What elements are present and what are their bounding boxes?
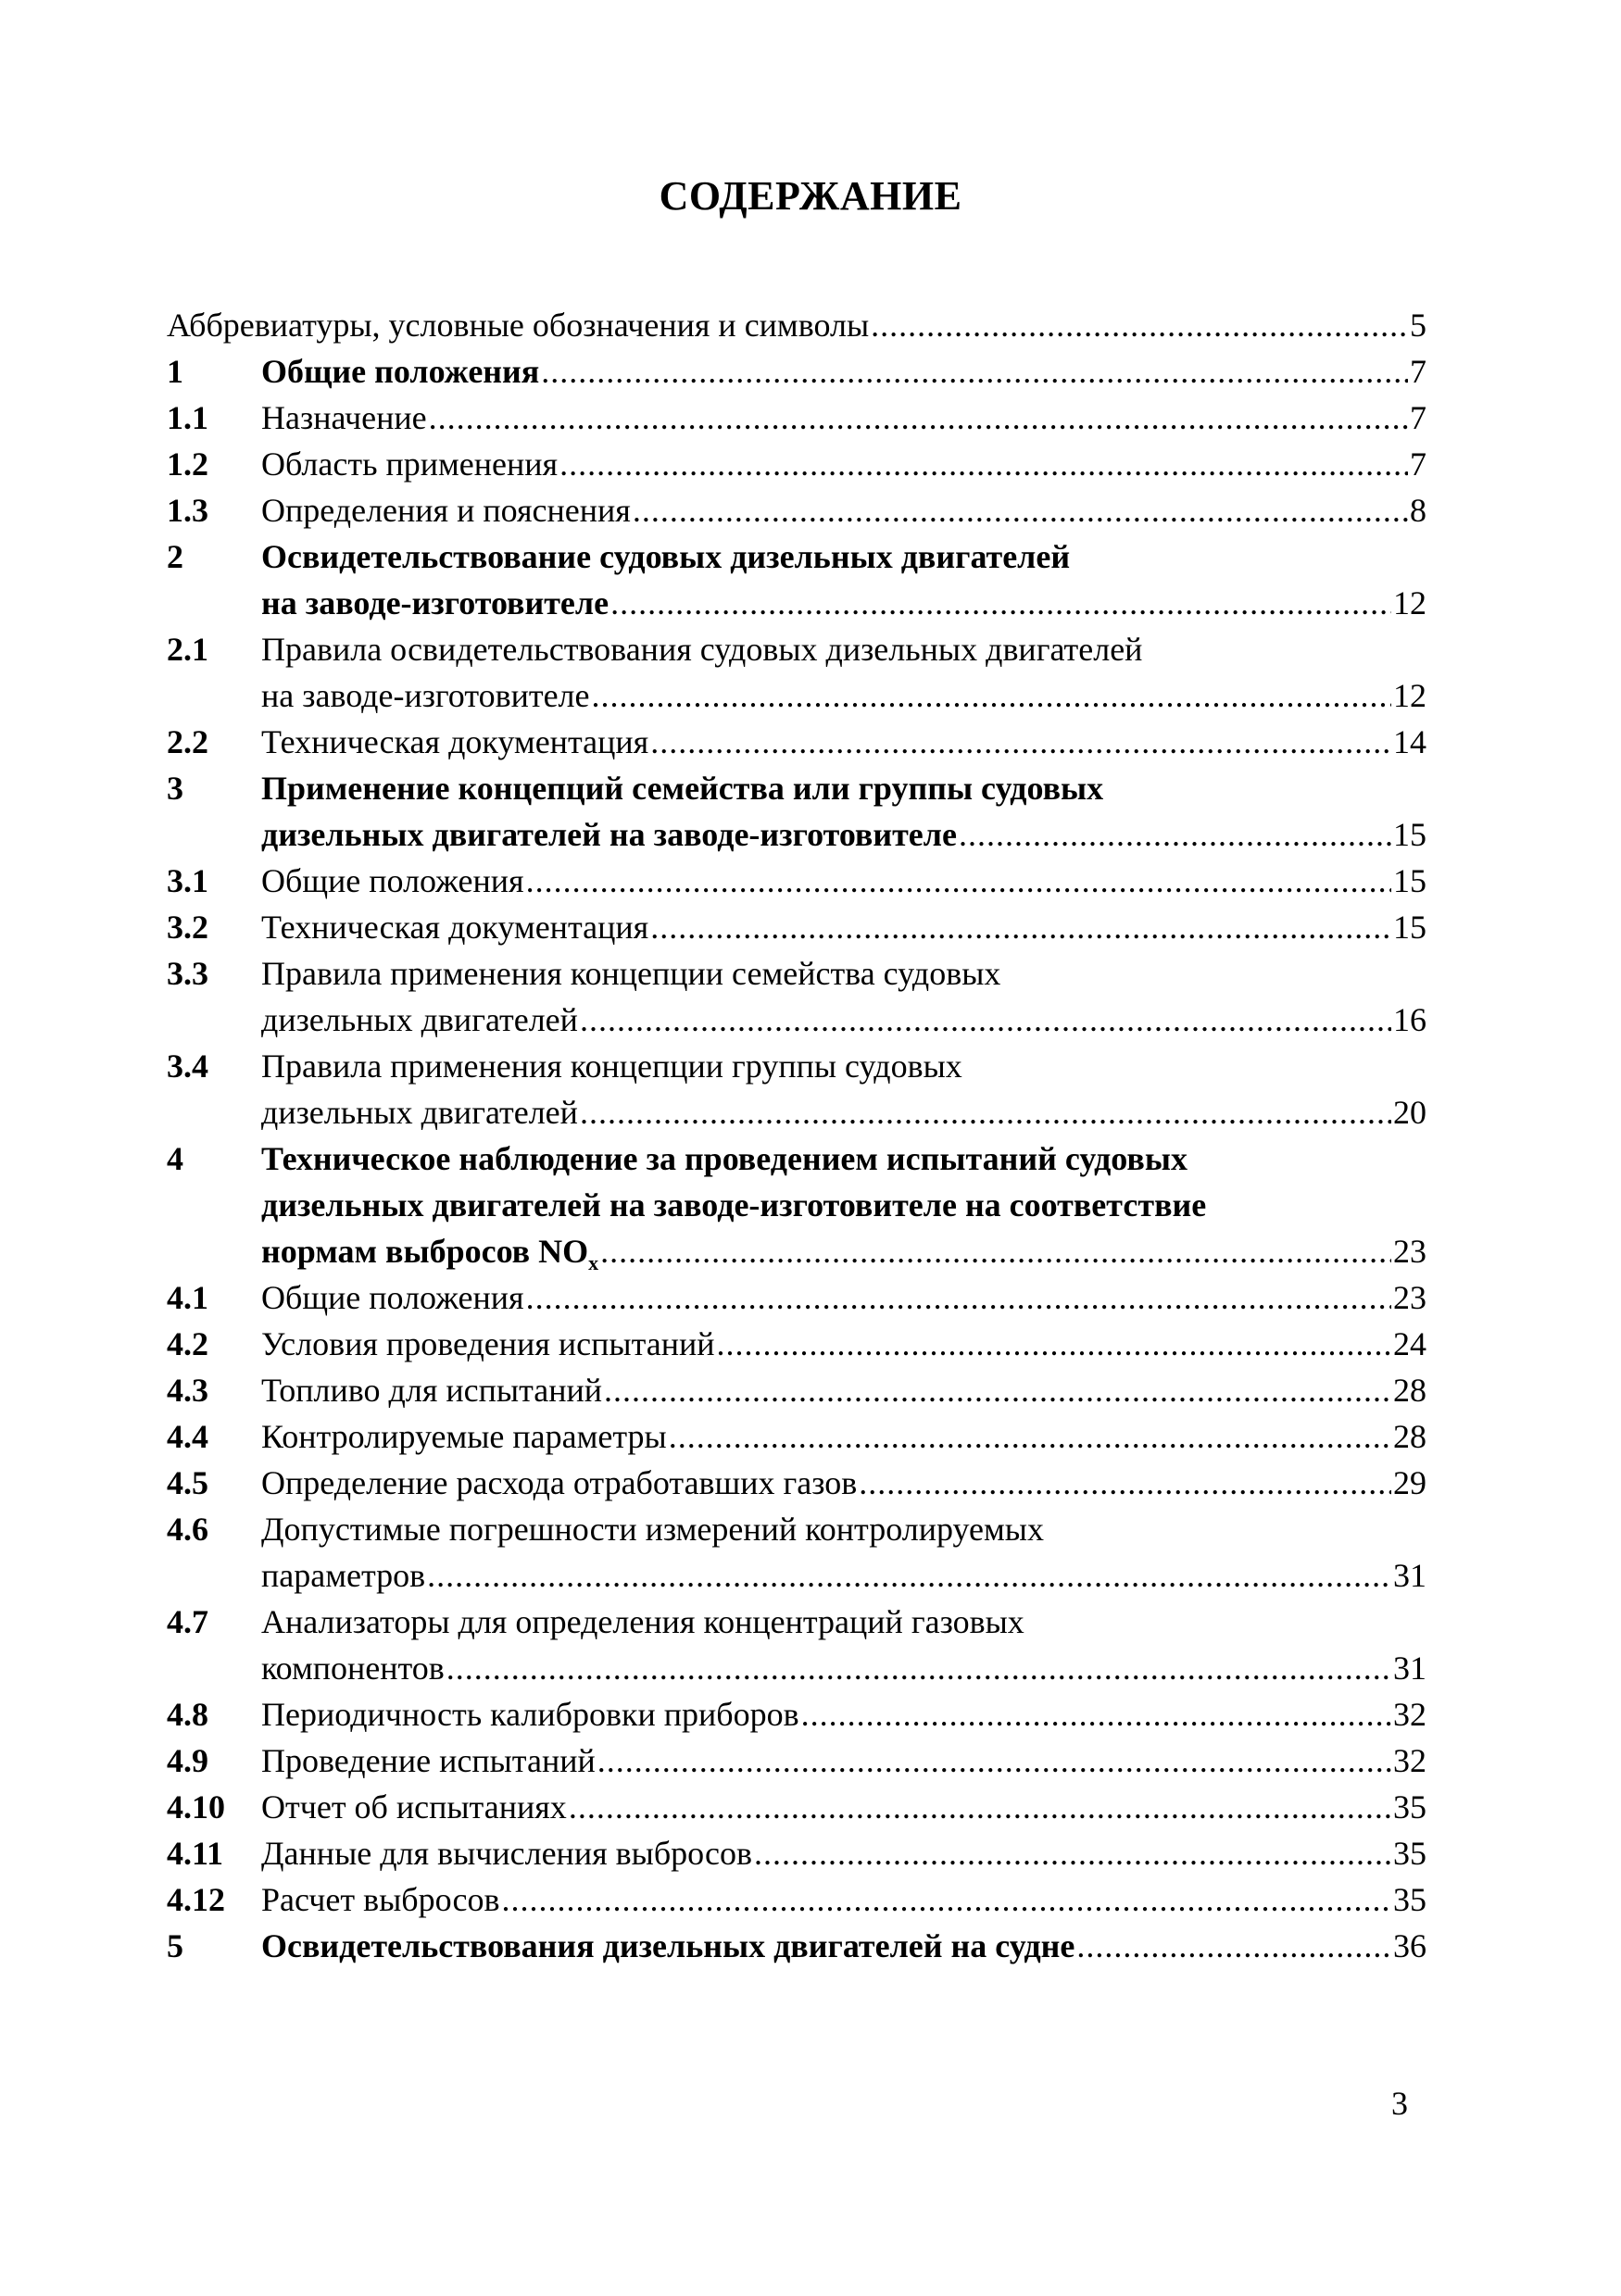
toc-entry-title: Расчет выбросов <box>261 1881 500 1918</box>
toc-entry-page: 23 <box>1393 1233 1426 1270</box>
dot-leader <box>580 1089 1391 1135</box>
toc-entry[interactable] <box>167 1506 1426 1599</box>
toc-entry-number: 3.4 <box>167 1048 208 1085</box>
toc-entry-title: Техническая документация <box>261 723 649 760</box>
dot-leader <box>501 1876 1391 1923</box>
toc-entry[interactable] <box>167 348 1426 395</box>
toc-entry-number: 4.12 <box>167 1881 225 1918</box>
page-title: СОДЕРЖАНИЕ <box>659 173 962 219</box>
dot-leader <box>633 487 1408 533</box>
toc-entry-title: Общие положения <box>261 862 524 899</box>
toc-entry-title: дизельных двигателей <box>261 1094 578 1131</box>
page-number: 3 <box>1391 2085 1408 2122</box>
toc-entry-number: 3.1 <box>167 862 208 899</box>
toc-entry-page: 31 <box>1393 1650 1426 1687</box>
toc-entry-title: Периодичность калибровки приборов <box>261 1696 799 1733</box>
toc-entry-number: 3 <box>167 770 183 807</box>
toc-entry[interactable] <box>167 719 1426 765</box>
toc-entry-page: 31 <box>1393 1557 1426 1594</box>
dot-leader <box>580 997 1391 1043</box>
toc-entry[interactable] <box>167 1738 1426 1784</box>
toc-entry[interactable] <box>167 1274 1426 1321</box>
toc-entry-number: 4 <box>167 1140 183 1177</box>
toc-entry-number: 4.1 <box>167 1279 208 1316</box>
dot-leader <box>650 904 1391 950</box>
dot-leader <box>1076 1923 1391 1969</box>
toc-entry-title: Определения и пояснения <box>261 492 631 529</box>
dot-leader <box>526 858 1391 904</box>
toc-entry-number: 4.4 <box>167 1418 208 1455</box>
toc-entry-page: 14 <box>1393 723 1426 760</box>
toc-entry-title: Контролируемые параметры <box>261 1418 667 1455</box>
toc-entry-number: 4.2 <box>167 1325 208 1362</box>
toc-entry-page: 24 <box>1393 1325 1426 1362</box>
toc-entry[interactable] <box>167 1830 1426 1876</box>
toc-entry-page: 15 <box>1393 909 1426 946</box>
toc-entry-title: дизельных двигателей на заводе-изготовителе <box>261 816 957 853</box>
toc-entry-number: 3.3 <box>167 955 208 992</box>
toc-entry[interactable] <box>167 858 1426 904</box>
toc-entry-title: дизельных двигателей <box>261 1001 578 1038</box>
toc-entry-title: Общие положения <box>261 353 540 390</box>
toc-entry[interactable] <box>167 441 1426 487</box>
toc-entry-title: на заводе-изготовителе <box>261 584 609 621</box>
toc-entry[interactable] <box>167 626 1426 719</box>
toc-entry-title: Аббревиатуры, условные обозначения и символы <box>167 307 870 344</box>
dot-leader <box>801 1691 1391 1738</box>
toc-entry-number: 2 <box>167 538 183 575</box>
toc-entry[interactable] <box>167 1043 1426 1135</box>
toc-entry-page: 35 <box>1393 1881 1426 1918</box>
toc-entry[interactable] <box>167 1599 1426 1691</box>
toc-entry[interactable] <box>167 1923 1426 1969</box>
toc-entry-title: Данные для вычисления выбросов <box>261 1835 753 1872</box>
toc-entry-number: 4.5 <box>167 1464 208 1501</box>
toc-entry-page: 12 <box>1393 677 1426 714</box>
toc-entry-title: Общие положения <box>261 1279 524 1316</box>
toc-entry[interactable] <box>167 1691 1426 1738</box>
dot-leader <box>541 348 1408 395</box>
toc-entry-number: 2.2 <box>167 723 208 760</box>
toc-entry-title: нормам выбросов $NO_x$ <box>261 1233 599 1275</box>
toc-entry[interactable] <box>167 1460 1426 1506</box>
dot-leader <box>871 302 1408 348</box>
dot-leader <box>754 1830 1391 1876</box>
toc-entry[interactable] <box>167 1876 1426 1923</box>
toc-entry-title: Освидетельствования дизельных двигателей на судне <box>261 1927 1075 1964</box>
toc-entry-page: 5 <box>1410 307 1426 344</box>
dot-leader <box>604 1367 1391 1413</box>
dot-leader <box>959 811 1391 858</box>
toc-entry-title: Определение расхода отработавших газов <box>261 1464 858 1501</box>
toc-entry-number: 2.1 <box>167 631 208 668</box>
toc-entry[interactable] <box>167 302 1426 348</box>
toc-entry[interactable] <box>167 395 1426 441</box>
toc-entry-page: 8 <box>1410 492 1426 529</box>
toc-entry-title-line: Анализаторы для определения концентраций газовых <box>261 1603 1024 1640</box>
table-of-contents <box>167 302 1426 1969</box>
toc-entry-page: 32 <box>1393 1742 1426 1779</box>
toc-entry-page: 35 <box>1393 1835 1426 1872</box>
toc-entry[interactable] <box>167 1367 1426 1413</box>
toc-entry-title: Назначение <box>261 399 427 436</box>
toc-entry-page: 12 <box>1393 584 1426 621</box>
toc-entry[interactable] <box>167 1413 1426 1460</box>
toc-entry-title-line: Техническое наблюдение за проведением испытаний судовых <box>261 1140 1187 1177</box>
toc-entry-title: на заводе-изготовителе <box>261 677 590 714</box>
toc-entry-number: 4.7 <box>167 1603 208 1640</box>
toc-entry[interactable] <box>167 765 1426 858</box>
toc-entry-number: 4.3 <box>167 1372 208 1409</box>
toc-entry-page: 15 <box>1393 862 1426 899</box>
dot-leader <box>597 1738 1391 1784</box>
toc-entry-page: 35 <box>1393 1788 1426 1826</box>
toc-entry-subscript: x <box>588 1251 599 1275</box>
dot-leader <box>592 672 1392 719</box>
dot-leader <box>650 719 1391 765</box>
toc-entry-page: 7 <box>1410 353 1426 390</box>
toc-entry-page: 36 <box>1393 1927 1426 1964</box>
dot-leader <box>427 1552 1391 1599</box>
toc-entry-page: 16 <box>1393 1001 1426 1038</box>
dot-leader <box>559 441 1408 487</box>
toc-entry-title: Проведение испытаний <box>261 1742 596 1779</box>
toc-entry-page: 29 <box>1393 1464 1426 1501</box>
toc-entry-page: 20 <box>1393 1094 1426 1131</box>
toc-entry-number: 4.8 <box>167 1696 208 1733</box>
toc-entry-page: 7 <box>1410 399 1426 436</box>
dot-leader <box>446 1645 1391 1691</box>
toc-entry-number: 1 <box>167 353 183 390</box>
toc-entry[interactable] <box>167 1784 1426 1830</box>
toc-entry-number: 1.1 <box>167 399 208 436</box>
toc-entry-title: компонентов <box>261 1650 445 1687</box>
dot-leader <box>569 1784 1391 1830</box>
toc-entry[interactable] <box>167 904 1426 950</box>
toc-entry-title-line: Освидетельствование судовых дизельных двигателей <box>261 538 1071 575</box>
toc-entry-number: 4.11 <box>167 1835 224 1872</box>
toc-entry-title: Область применения <box>261 445 559 483</box>
toc-entry-title-line: Применение концепций семейства или группы судовых <box>261 770 1104 807</box>
toc-entry-title: Отчет об испытаниях <box>261 1788 567 1826</box>
toc-entry-number: 5 <box>167 1927 183 1964</box>
toc-entry-title: Условия проведения испытаний <box>261 1325 715 1362</box>
dot-leader <box>859 1460 1391 1506</box>
toc-entry-number: 1.3 <box>167 492 208 529</box>
dot-leader <box>429 395 1408 441</box>
toc-entry-title: параметров <box>261 1557 426 1594</box>
toc-entry-number: 1.2 <box>167 445 208 483</box>
toc-entry[interactable] <box>167 1321 1426 1367</box>
toc-entry-number: 3.2 <box>167 909 208 946</box>
dot-leader <box>610 580 1391 626</box>
toc-entry-page: 7 <box>1410 445 1426 483</box>
toc-entry-title-line: Правила освидетельствования судовых дизельных двигателей <box>261 631 1143 668</box>
toc-entry-number: 4.9 <box>167 1742 208 1779</box>
toc-entry-page: 28 <box>1393 1372 1426 1409</box>
toc-entry-page: 28 <box>1393 1418 1426 1455</box>
dot-leader <box>669 1413 1391 1460</box>
toc-entry-title: Топливо для испытаний <box>261 1372 603 1409</box>
toc-entry-page: 23 <box>1393 1279 1426 1316</box>
toc-entry-page: 15 <box>1393 816 1426 853</box>
toc-entry-number: 4.10 <box>167 1788 225 1826</box>
dot-leader <box>526 1274 1391 1321</box>
toc-entry-number: 4.6 <box>167 1511 208 1548</box>
dot-leader <box>717 1321 1391 1367</box>
toc-entry-title-line: Допустимые погрешности измерений контролируемых <box>261 1511 1044 1548</box>
toc-entry-title-line: Правила применения концепции группы судовых <box>261 1048 962 1085</box>
toc-entry-page: 32 <box>1393 1696 1426 1733</box>
toc-entry-title: Техническая документация <box>261 909 649 946</box>
toc-entry[interactable] <box>167 1135 1426 1274</box>
toc-entry[interactable] <box>167 533 1426 626</box>
toc-entry-title-line: Правила применения концепции семейства судовых <box>261 955 1001 992</box>
toc-entry[interactable] <box>167 950 1426 1043</box>
toc-entry[interactable] <box>167 487 1426 533</box>
toc-entry-title-line: дизельных двигателей на заводе-изготовителе на соответствие <box>261 1186 1207 1223</box>
